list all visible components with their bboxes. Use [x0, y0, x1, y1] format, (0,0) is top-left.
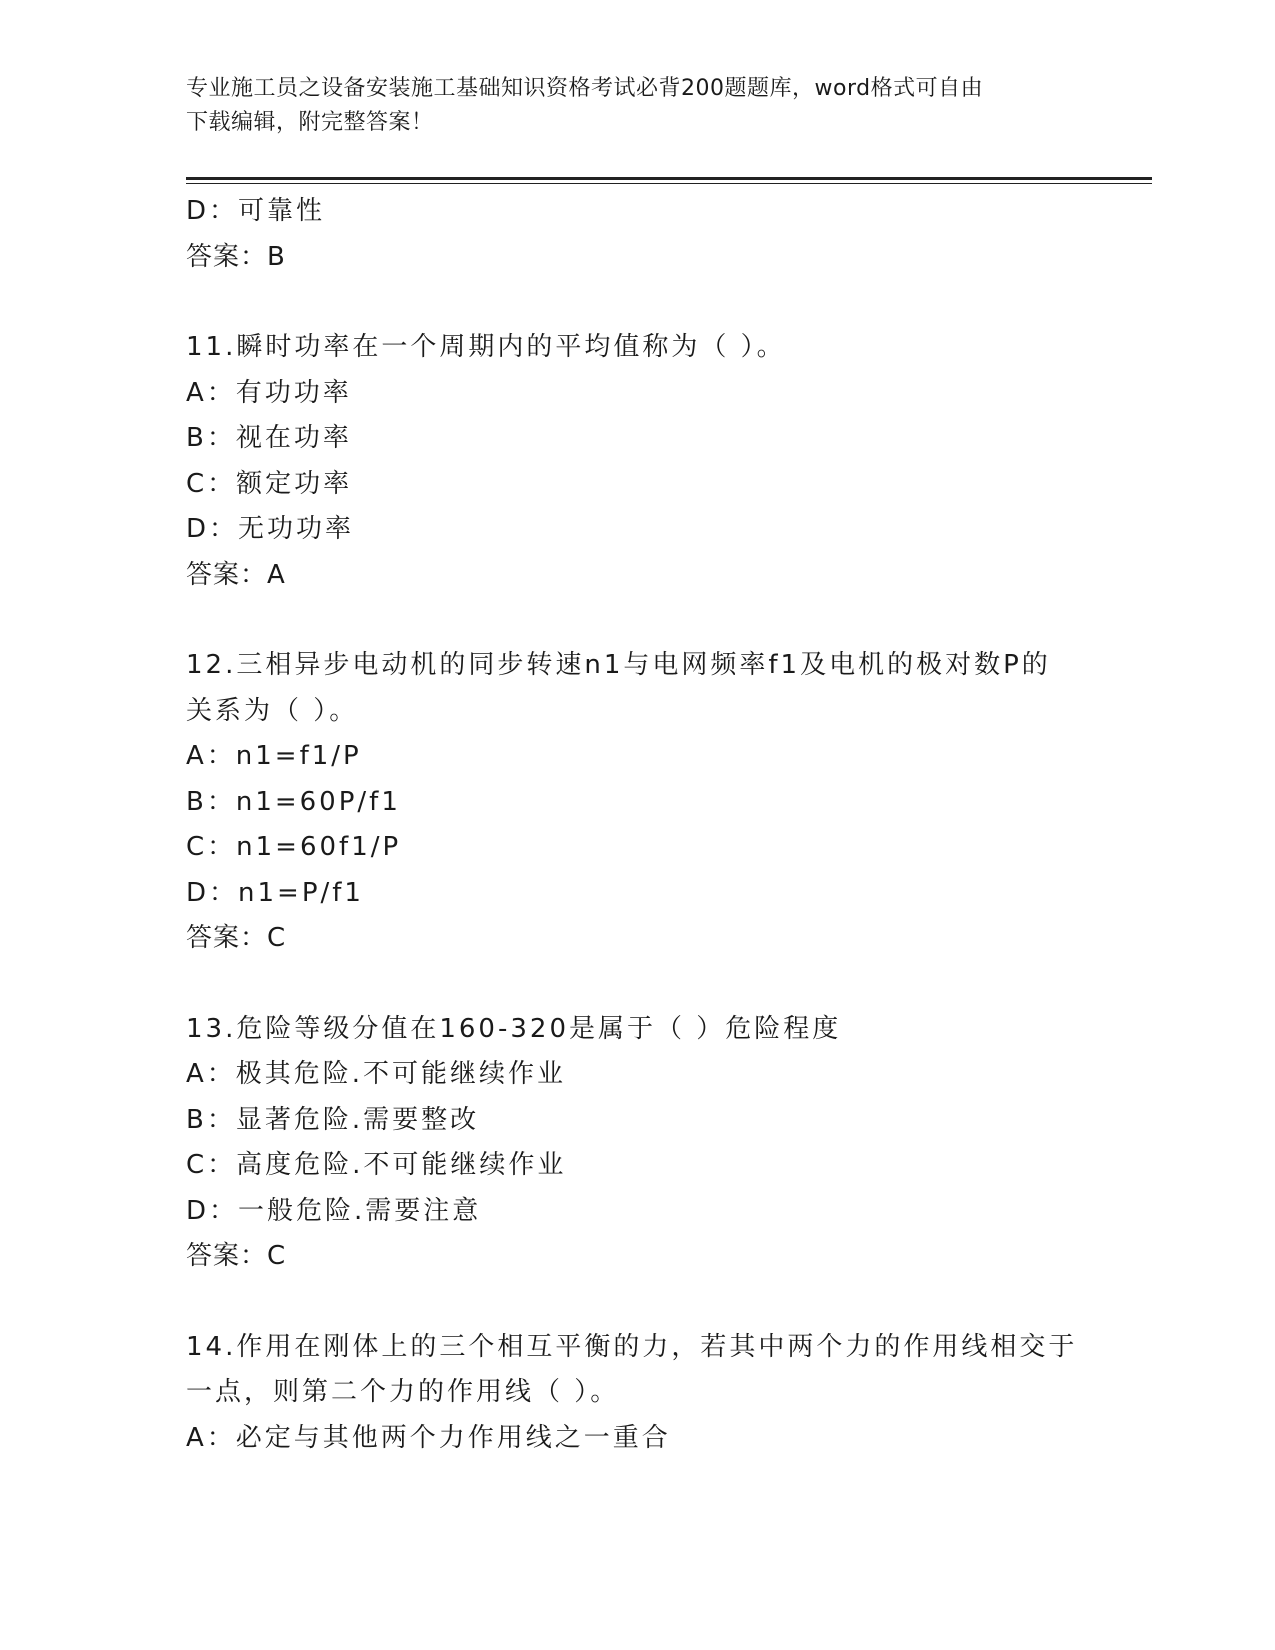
question-11	[186, 325, 1086, 598]
option-b: B：n1=60P/f1	[186, 786, 401, 817]
question-14	[186, 1325, 1086, 1462]
option-a: A：有功功率	[186, 377, 352, 408]
question-stem-line-1: 14.作用在刚体上的三个相互平衡的力，若其中两个力的作用线相交于	[186, 1331, 1078, 1362]
header-divider-thick	[186, 177, 1152, 180]
question-stem-line-1: 12.三相异步电动机的同步转速n1与电网频率f1及电机的极对数P的	[186, 650, 1051, 680]
answer: 答案：B	[186, 241, 286, 272]
option-b: B：视在功率	[186, 423, 352, 453]
document-header	[186, 72, 1066, 140]
question-list	[186, 189, 1086, 1461]
question-13	[186, 1007, 1086, 1280]
header-title-line-1: 专业施工员之设备安装施工基础知识资格考试必背200题题库，word格式可自由	[186, 76, 984, 101]
option-d: D：一般危险.需要注意	[186, 1195, 482, 1226]
option-c: C：高度危险.不可能继续作业	[186, 1150, 567, 1180]
header-title-line-2: 下载编辑，附完整答案！	[186, 110, 434, 135]
answer: 答案：A	[186, 559, 286, 590]
answer: 答案：C	[186, 1241, 287, 1271]
option-a: A：必定与其他两个力作用线之一重合	[186, 1422, 671, 1453]
question-stem: 11.瞬时功率在一个周期内的平均值称为（ ）。	[186, 332, 786, 362]
option-a: A：极其危险.不可能继续作业	[186, 1059, 567, 1089]
option-c: C：额定功率	[186, 468, 353, 499]
header-divider-thin	[186, 183, 1152, 184]
question-stem: 13.危险等级分值在160-320是属于（ ）危险程度	[186, 1013, 842, 1044]
option-d: D：n1=P/f1	[186, 877, 364, 908]
previous-question-tail	[186, 189, 1086, 280]
option-a: A：n1=f1/P	[186, 741, 362, 771]
option-d: D：可靠性	[186, 196, 326, 226]
option-b: B：显著危险.需要整改	[186, 1104, 480, 1135]
option-d: D：无功功率	[186, 514, 355, 544]
question-12	[186, 643, 1086, 962]
question-stem-line-2: 关系为（ ）。	[186, 695, 359, 726]
option-c: C：n1=60f1/P	[186, 832, 402, 862]
question-stem-line-2: 一点，则第二个力的作用线（ ）。	[186, 1377, 620, 1407]
answer: 答案：C	[186, 923, 287, 953]
